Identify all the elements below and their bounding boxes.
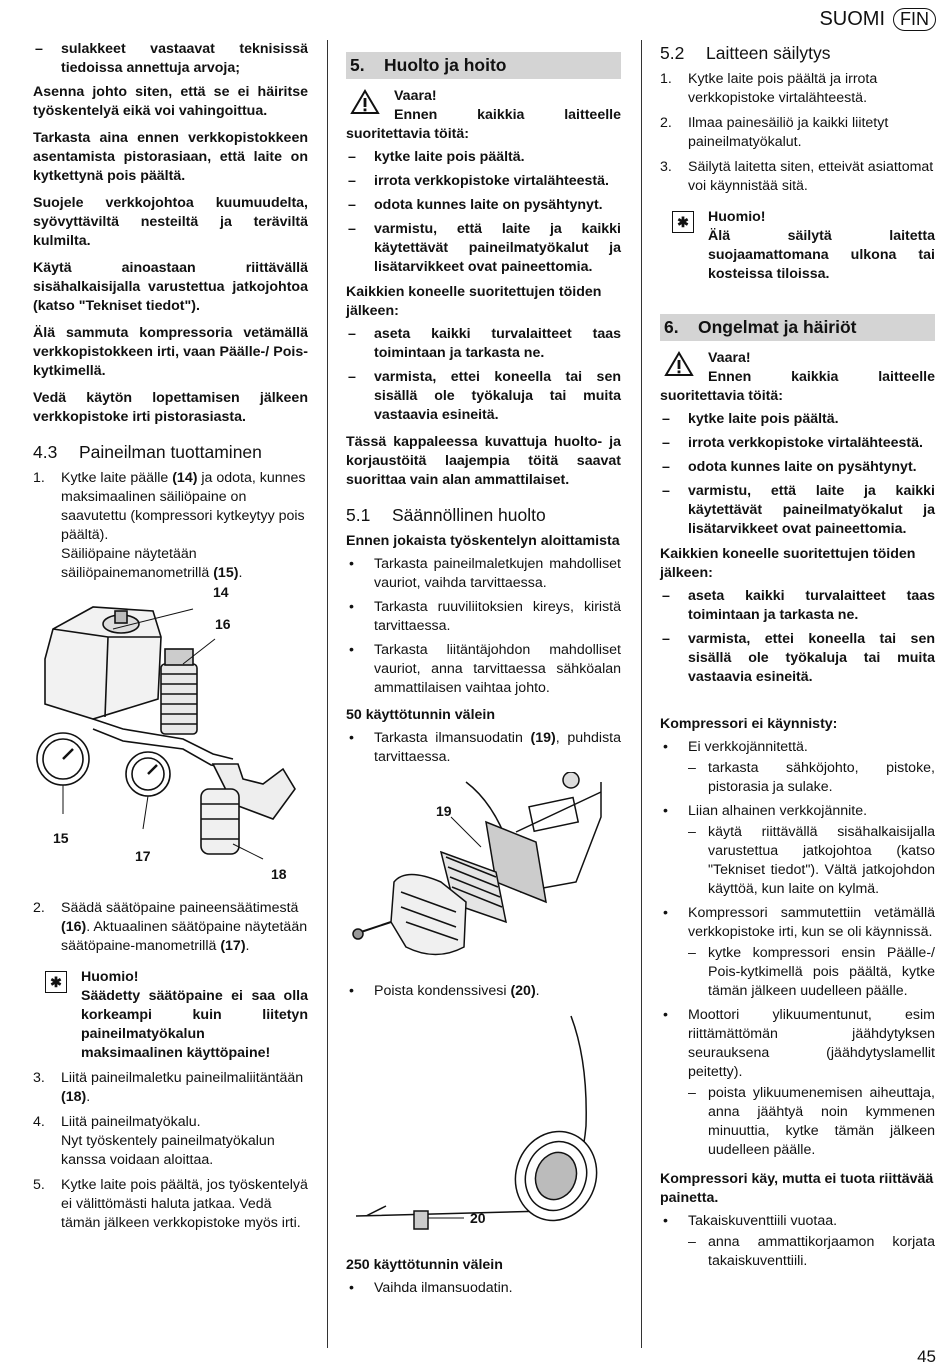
note-icon: ✱ bbox=[45, 971, 67, 993]
list-item: • Kompressori sammutettiin vetämällä verkkopistoke irti, kun se oli käynnissä. – kytke kompressori ensin Päälle-/ Pois-kytkimellä pois päältä, kytke tämän jälkeen uudelleen päälle. bbox=[660, 904, 935, 1001]
list-item: – kytke laite pois päältä. bbox=[660, 410, 935, 429]
safety-paragraph: Tarkasta aina ennen verkkopistokkeen asentamista pistorasiaan, että laite on kytkettynä pois päältä. bbox=[33, 130, 308, 184]
list-item: • Takaiskuventtiili vuotaa. – anna ammattikorjaamon korjata takaiskuventtiili. bbox=[660, 1212, 935, 1271]
note-box: ✱ Huomio! Älä säilytä laitetta suojaamattomana ulkona tai kosteissa tiloissa. bbox=[660, 208, 935, 284]
list-item: • Tarkasta ruuviliitoksien kireys, kiristä tarvittaessa. bbox=[346, 598, 621, 636]
subheading: Kaikkien koneelle suoritettujen töiden jälkeen: bbox=[346, 284, 602, 319]
column-divider bbox=[641, 40, 642, 1348]
language-label: SUOMI bbox=[819, 8, 885, 30]
figure-label: 15 bbox=[53, 830, 69, 846]
list-item: – varmistu, että laite ja kaikki käytettävät paineilmatyökalut ja lisätarvikkeet ovat paineettomia. bbox=[660, 482, 935, 539]
page-header bbox=[819, 8, 936, 31]
figure-label: 16 bbox=[215, 616, 231, 632]
section-heading: 5. Huolto ja hoito bbox=[346, 52, 621, 79]
figure-label: 18 bbox=[271, 866, 287, 882]
safety-paragraph: Käytä ainoastaan riittävällä sisähalkaisijalla varustettua jatkojohtoa (katso "Tekniset tiedot"). bbox=[33, 260, 308, 314]
list-item: – aseta kaikki turvalaitteet taas toimintaan ja tarkasta ne. bbox=[346, 325, 621, 363]
safety-paragraph: Älä sammuta kompressoria vetämällä verkkopistokkeen irti, vaan Päälle-/ Pois-kytkimellä. bbox=[33, 325, 308, 379]
list-item: – sulakkeet vastaavat teknisissä tiedoissa annettuja arvoja; bbox=[33, 40, 308, 78]
step-item: 3. Liitä paineilmaletku paineilmaliitäntään (18). bbox=[33, 1070, 304, 1105]
list-item: – irrota verkkopistoke virtalähteestä. bbox=[346, 172, 621, 191]
list-item: • Liian alhainen verkkojännite. – käytä riittävällä sisähalkaisijalla varustettua jatkojohtoa (katso "Tekniset tiedot"). Vältä jatkojohdon käyttöä, kun laite on kylmä. bbox=[660, 802, 935, 899]
section-heading: 6. Ongelmat ja häiriöt bbox=[660, 314, 935, 341]
step-item: 2. Ilmaa painesäiliö ja kaikki liitetyt paineilmatyökalut. bbox=[660, 115, 889, 150]
figure-label: 17 bbox=[135, 848, 151, 864]
list-item: – irrota verkkopistoke virtalähteestä. bbox=[660, 434, 935, 453]
danger-box: Vaara! Ennen kaikkia laitteelle suoritettavia töitä: bbox=[660, 350, 935, 404]
list-item: • Vaihda ilmansuodatin. bbox=[346, 1279, 621, 1298]
list-item: • Poista kondenssivesi (20). bbox=[346, 982, 621, 1001]
column-divider bbox=[327, 40, 328, 1348]
column-1 bbox=[33, 40, 308, 1239]
subheading: 250 käyttötunnin välein bbox=[346, 1257, 503, 1273]
page-number: 45 bbox=[917, 1347, 936, 1366]
note-box: ✱ Huomio! Säädetty säätöpaine ei saa olla korkeampi kuin liitetyn paineilmatyökalun maksimaalinen käyttöpaine! bbox=[33, 968, 308, 1063]
list-item: – odota kunnes laite on pysähtynyt. bbox=[346, 196, 621, 215]
list-item: – kytke laite pois päältä. bbox=[346, 148, 621, 167]
air-filter-figure bbox=[346, 772, 621, 982]
danger-box: Vaara! Ennen kaikkia laitteelle suoritettavia töitä: bbox=[346, 88, 621, 142]
subheading: 50 käyttötunnin välein bbox=[346, 707, 496, 723]
list-item: – odota kunnes laite on pysähtynyt. bbox=[660, 458, 935, 477]
list-item: • Tarkasta liitäntäjohdon mahdolliset vauriot, anna tarvittaessa sähköalan ammattilaisen vaihtaa johto. bbox=[346, 641, 621, 698]
list-item: – varmista, ettei koneella tai sen sisällä ole työkaluja tai muita vastaavia esineitä. bbox=[346, 368, 621, 425]
subheading: Kaikkien koneelle suoritettujen töiden jälkeen: bbox=[660, 546, 916, 581]
problem-heading: Kompressori käy, mutta ei tuota riittävää painetta. bbox=[660, 1171, 934, 1206]
safety-paragraph: Suojele verkkojohtoa kuumuudelta, syövyttäviltä nesteiltä ja teräviltä kulmilta. bbox=[33, 195, 308, 249]
step-item: 4. Liitä paineilmatyökalu. Nyt työskentely paineilmatyökalun kanssa voidaan aloittaa. bbox=[33, 1114, 275, 1168]
air-filter-illustration bbox=[346, 772, 621, 982]
figure-label: 14 bbox=[213, 584, 229, 600]
section-heading: 5.2 Laitteen säilytys bbox=[660, 43, 831, 63]
list-item: • Tarkasta paineilmaletkujen mahdolliset vauriot, vaihda tarvittaessa. bbox=[346, 555, 621, 593]
subheading: Ennen jokaista työskentelyn aloittamista bbox=[346, 533, 620, 549]
section-heading: 5.1 Säännöllinen huolto bbox=[346, 505, 546, 525]
step-item: 1. Kytke laite pois päältä ja irrota verkkopistoke virtalähteestä. bbox=[660, 71, 878, 106]
list-item: – aseta kaikki turvalaitteet taas toimintaan ja tarkasta ne. bbox=[660, 587, 935, 625]
column-2 bbox=[346, 52, 621, 1303]
expert-note: Tässä kappaleessa kuvattuja huolto- ja korjaustöitä laajempia töitä saavat suorittaa vain alan ammattilaiset. bbox=[346, 434, 621, 488]
pressure-switch-illustration bbox=[33, 589, 308, 899]
section-heading: 4.3 Paineilman tuottaminen bbox=[33, 442, 262, 462]
list-item: • Moottori ylikuumentunut, esim riittämättömän jäähdytyksen seurauksena (jäähdytyslamellit peitetty). – poista ylikuumenemisen aiheuttaja, anna jäähtyä noin kymmenen minuuttia, kytke tämän jälkeen uudelleen päälle. bbox=[660, 1006, 935, 1160]
problem-heading: Kompressori ei käynnisty: bbox=[660, 716, 838, 732]
warning-icon bbox=[350, 89, 380, 115]
list-item: • Ei verkkojännitettä. – tarkasta sähköjohto, pistoke, pistorasia ja sulake. bbox=[660, 738, 935, 797]
step-item: 1. Kytke laite päälle (14) ja odota, kunnes maksimaalinen säiliöpaine on saavutettu (kompressori kytkeytyy pois päältä). Säiliöpaine näytetään säiliöpainemanometrillä (15). bbox=[33, 470, 306, 581]
warning-icon bbox=[664, 351, 694, 377]
note-icon: ✱ bbox=[672, 211, 694, 233]
language-code-badge: FIN bbox=[893, 8, 936, 31]
step-item: 2. Säädä säätöpaine paineensäätimestä (16). Aktuaalinen säätöpaine näytetään säätöpaine-manometrillä (17). bbox=[33, 900, 308, 954]
safety-paragraph: Vedä käytön lopettamisen jälkeen verkkopistoke irti pistorasiasta. bbox=[33, 390, 308, 425]
figure-label: 20 bbox=[470, 1210, 486, 1226]
step-item: 3. Säilytä laitetta siten, etteivät asiattomat voi käynnistää sitä. bbox=[660, 159, 934, 194]
figure-label: 19 bbox=[436, 803, 452, 819]
list-item: – varmista, ettei koneella tai sen sisällä ole työkaluja tai muita vastaavia esineitä. bbox=[660, 630, 935, 687]
pressure-switch-figure bbox=[33, 584, 308, 899]
list-item: • Tarkasta ilmansuodatin (19), puhdista tarvittaessa. bbox=[346, 729, 621, 767]
list-item: – varmistu, että laite ja kaikki käytettävät paineilmatyökalut ja lisätarvikkeet ovat paineettomia. bbox=[346, 220, 621, 277]
column-3 bbox=[660, 42, 935, 1276]
safety-paragraph: Asenna johto siten, että se ei häiritse työskentelyä eikä voi vahingoittua. bbox=[33, 84, 308, 119]
step-item: 5. Kytke laite pois päältä, jos työskentelyä ei välittömästi haluta jatkaa. Vedä tämän jälkeen verkkopistoke myös irti. bbox=[33, 1177, 308, 1231]
tank-drain-figure bbox=[346, 1006, 621, 1246]
